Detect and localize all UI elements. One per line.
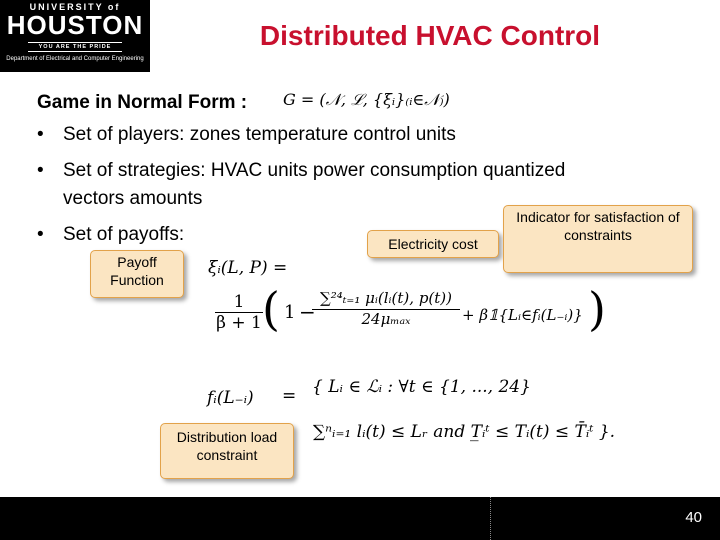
left-parenthesis: ( [262, 282, 280, 336]
bullet-dot: • [37, 224, 44, 245]
bullet-text: Set of payoffs: [63, 224, 185, 245]
slide-footer [0, 497, 720, 540]
constraint-set: { Lᵢ ∈ ℒᵢ : ∀t ∈ {1, ..., 24} [312, 377, 531, 397]
logo-tagline: YOU ARE THE PRIDE [28, 42, 122, 52]
constant-one: 1 [284, 302, 296, 323]
slide-title: Distributed HVAC Control [259, 20, 601, 51]
cost-fraction [312, 289, 460, 328]
callout-indicator: Indicator for satisfaction of constraints [503, 205, 693, 273]
callout-payoff-function: Payoff Function [90, 250, 184, 298]
indicator-term: + β𝟙{Lᵢ∈fᵢ(L₋ᵢ)} [462, 306, 583, 324]
equals-sign: = [282, 386, 297, 406]
logo-main-text: HOUSTON [6, 10, 144, 40]
bullet-text: Set of players: zones temperature control units [63, 124, 456, 145]
right-parenthesis: ) [588, 282, 606, 336]
department-name: Department of Electrical and Computer Engineering [6, 56, 144, 62]
fraction-denominator: 24μₘₐₓ [361, 310, 411, 328]
callout-electricity-cost: Electricity cost [367, 230, 499, 258]
fraction-numerator: 1 [215, 292, 263, 313]
game-label: Game in Normal Form : [37, 92, 248, 113]
minus-sign: − [299, 300, 316, 324]
page-number: 40 [685, 509, 702, 526]
bullet-text: Set of strategies: HVAC units power consumption quantized [63, 160, 566, 181]
logo-top-text: UNIVERSITY of [29, 2, 121, 12]
bullet-text-continued: vectors amounts [63, 188, 203, 209]
game-formula: G = (𝒩, ℒ, {ξᵢ}₍ᵢ∈𝒩₎) [283, 90, 450, 109]
fraction-denominator: β + 1 [216, 313, 262, 333]
payoff-fraction [215, 292, 263, 333]
bullet-dot: • [37, 124, 44, 145]
bullet-dot: • [37, 160, 44, 181]
payoff-lhs: ξᵢ(L, P) = [208, 258, 288, 278]
constraint-lhs: fᵢ(L₋ᵢ) [207, 388, 254, 408]
footer-divider [490, 497, 493, 540]
callout-distribution-load: Distribution load constraint [160, 423, 294, 479]
fraction-numerator: ∑²⁴ₜ₌₁ μᵢ(lᵢ(t), p(t)) [312, 289, 460, 310]
constraint-sum: ∑ⁿᵢ₌₁ lᵢ(t) ≤ Lᵣ and T̲ᵢᵗ ≤ Tᵢ(t) ≤ T̄ᵢᵗ }. [313, 422, 616, 442]
